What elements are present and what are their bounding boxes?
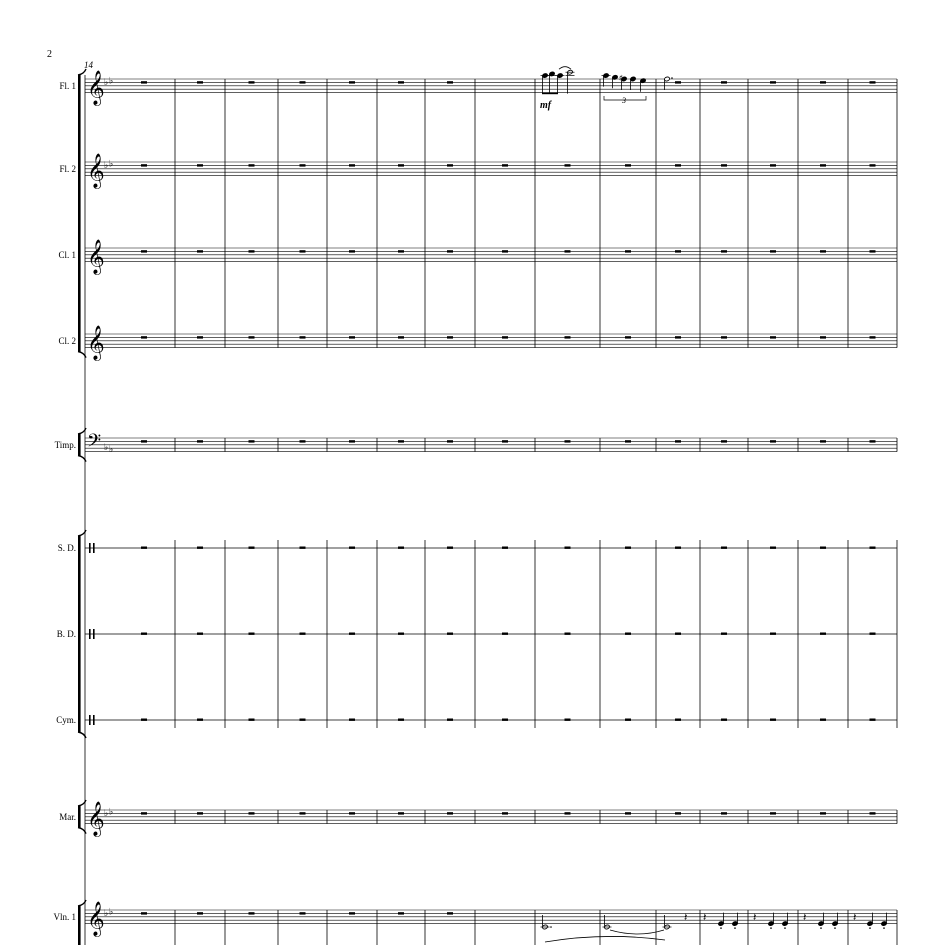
- whole-rest: [625, 440, 631, 442]
- quarter-rest-icon: 𝄽: [803, 912, 807, 924]
- whole-rest: [349, 250, 355, 252]
- whole-rest: [447, 812, 453, 814]
- instrument-label: Cl. 2: [58, 335, 76, 346]
- whole-rest: [502, 719, 508, 721]
- whole-rest: [197, 633, 203, 635]
- whole-rest: [141, 250, 147, 252]
- whole-rest: [398, 547, 404, 549]
- key-flat-icon: ♭: [109, 158, 114, 169]
- slur: [545, 936, 665, 942]
- whole-rest: [502, 336, 508, 338]
- beam: [542, 93, 558, 95]
- whole-rest: [398, 719, 404, 721]
- whole-rest: [675, 547, 681, 549]
- notation-layer: [141, 67, 887, 942]
- whole-rest: [502, 547, 508, 549]
- whole-rest: [447, 336, 453, 338]
- whole-rest: [565, 164, 571, 166]
- staccato-dot: [883, 927, 885, 929]
- whole-rest: [141, 164, 147, 166]
- instrument-label: Fl. 1: [59, 80, 76, 91]
- tuplet-number: 3: [622, 96, 626, 105]
- whole-rest: [249, 336, 255, 338]
- whole-rest: [565, 547, 571, 549]
- whole-rest: [349, 912, 355, 914]
- measure-number: 14: [84, 60, 93, 70]
- whole-rest: [447, 440, 453, 442]
- system-bracket: [78, 536, 81, 732]
- percussion-clef-bar: [89, 715, 91, 725]
- key-flat-icon: ♭: [109, 75, 114, 86]
- instrument-label: Mar.: [59, 811, 76, 822]
- whole-rest: [721, 81, 727, 83]
- quarter-rest-icon: 𝄽: [703, 912, 707, 924]
- key-flat-icon: ♭: [104, 442, 109, 452]
- whole-rest: [197, 912, 203, 914]
- whole-rest: [300, 719, 306, 721]
- whole-rest: [249, 812, 255, 814]
- dynamic-marking: mf: [540, 100, 552, 111]
- whole-rest: [721, 250, 727, 252]
- whole-rest: [141, 440, 147, 442]
- staff-cl1: [58, 240, 897, 276]
- quarter-rest-icon: 𝄽: [684, 912, 688, 924]
- whole-rest: [625, 164, 631, 166]
- percussion-clef-bar: [89, 543, 91, 553]
- whole-rest: [870, 440, 876, 442]
- whole-rest: [197, 250, 203, 252]
- whole-rest: [447, 633, 453, 635]
- whole-rest: [565, 812, 571, 814]
- whole-rest: [249, 164, 255, 166]
- whole-rest: [300, 812, 306, 814]
- whole-rest: [249, 912, 255, 914]
- instrument-label: S. D.: [57, 543, 76, 553]
- key-flat-icon: ♭: [109, 444, 114, 454]
- whole-rest: [300, 336, 306, 338]
- whole-rest: [870, 719, 876, 721]
- whole-rest: [870, 633, 876, 635]
- whole-rest: [625, 719, 631, 721]
- whole-rest: [197, 81, 203, 83]
- whole-rest: [141, 812, 147, 814]
- whole-rest: [141, 336, 147, 338]
- whole-rest: [565, 719, 571, 721]
- whole-rest: [398, 164, 404, 166]
- system-bracket: [78, 806, 81, 828]
- whole-rest: [197, 719, 203, 721]
- whole-rest: [447, 719, 453, 721]
- whole-rest: [565, 440, 571, 442]
- whole-rest: [300, 912, 306, 914]
- whole-rest: [675, 336, 681, 338]
- whole-rest: [447, 912, 453, 914]
- whole-rest: [820, 719, 826, 721]
- whole-rest: [675, 164, 681, 166]
- whole-rest: [770, 719, 776, 721]
- whole-rest: [141, 547, 147, 549]
- whole-rest: [502, 633, 508, 635]
- system-bracket: [78, 75, 81, 352]
- whole-rest: [141, 912, 147, 914]
- percussion-clef-bar: [93, 543, 95, 553]
- staff-fl2: [59, 154, 897, 190]
- whole-rest: [820, 250, 826, 252]
- whole-rest: [870, 81, 876, 83]
- quarter-rest-icon: 𝄽: [853, 912, 857, 924]
- whole-rest: [770, 633, 776, 635]
- whole-rest: [770, 812, 776, 814]
- whole-rest: [249, 719, 255, 721]
- whole-rest: [349, 440, 355, 442]
- whole-rest: [820, 81, 826, 83]
- whole-rest: [625, 547, 631, 549]
- whole-rest: [625, 250, 631, 252]
- whole-rest: [349, 719, 355, 721]
- key-flat-icon: ♭: [104, 908, 109, 918]
- staccato-dot: [869, 927, 871, 929]
- whole-rest: [625, 633, 631, 635]
- whole-rest: [447, 81, 453, 83]
- staccato-dot: [734, 927, 736, 929]
- percussion-clef-bar: [93, 715, 95, 725]
- treble-clef-icon: 𝄞: [87, 326, 105, 360]
- instrument-label: Fl. 2: [59, 163, 76, 174]
- whole-rest: [820, 547, 826, 549]
- staccato-dot: [770, 927, 772, 929]
- whole-rest: [249, 547, 255, 549]
- whole-rest: [625, 812, 631, 814]
- staccato-dot: [820, 927, 822, 929]
- key-flat-icon: ♭: [109, 906, 114, 917]
- whole-rest: [300, 633, 306, 635]
- dot: [550, 926, 552, 928]
- whole-rest: [300, 81, 306, 83]
- key-flat-icon: ♭: [104, 160, 109, 170]
- bracket-hook: [78, 69, 86, 75]
- whole-rest: [502, 812, 508, 814]
- instrument-label: Cl. 1: [58, 249, 76, 260]
- whole-rest: [197, 164, 203, 166]
- whole-rest: [565, 633, 571, 635]
- treble-clef-icon: 𝄞: [87, 902, 105, 936]
- staccato-dot: [784, 927, 786, 929]
- key-flat-icon: ♭: [104, 77, 109, 87]
- system-bracket: [78, 906, 81, 945]
- system-brackets: [78, 69, 86, 945]
- whole-rest: [870, 250, 876, 252]
- whole-rest: [502, 250, 508, 252]
- whole-rest: [820, 812, 826, 814]
- whole-rest: [349, 81, 355, 83]
- whole-rest: [197, 440, 203, 442]
- sharp-accidental: ♯: [619, 74, 623, 82]
- whole-rest: [197, 547, 203, 549]
- whole-rest: [141, 719, 147, 721]
- whole-rest: [502, 164, 508, 166]
- whole-rest: [565, 250, 571, 252]
- system-bracket: [78, 434, 81, 456]
- whole-rest: [721, 812, 727, 814]
- whole-rest: [398, 336, 404, 338]
- whole-rest: [249, 250, 255, 252]
- whole-rest: [870, 547, 876, 549]
- whole-rest: [870, 812, 876, 814]
- whole-rest: [721, 440, 727, 442]
- treble-clef-icon: 𝄞: [87, 802, 105, 836]
- whole-rest: [820, 440, 826, 442]
- staccato-dot: [720, 927, 722, 929]
- whole-rest: [870, 336, 876, 338]
- tie: [559, 67, 571, 70]
- whole-rest: [197, 812, 203, 814]
- whole-rest: [870, 164, 876, 166]
- whole-rest: [675, 81, 681, 83]
- whole-rest: [447, 547, 453, 549]
- whole-rest: [675, 719, 681, 721]
- whole-rest: [770, 81, 776, 83]
- whole-rest: [398, 912, 404, 914]
- whole-rest: [398, 812, 404, 814]
- whole-rest: [349, 336, 355, 338]
- treble-clef-icon: 𝄞: [87, 71, 105, 105]
- whole-rest: [398, 81, 404, 83]
- key-flat-icon: ♭: [109, 806, 114, 817]
- whole-rest: [770, 336, 776, 338]
- whole-rest: [675, 633, 681, 635]
- bass-clef-icon: 𝄢: [87, 430, 102, 455]
- whole-rest: [721, 719, 727, 721]
- instrument-label: Cym.: [56, 715, 76, 725]
- whole-rest: [398, 633, 404, 635]
- whole-rest: [197, 336, 203, 338]
- instrument-label: Vln. 1: [53, 911, 76, 922]
- page-number: 2: [47, 49, 52, 60]
- whole-rest: [770, 547, 776, 549]
- whole-rest: [300, 250, 306, 252]
- percussion-clef-bar: [93, 629, 95, 639]
- staff-cl2: [58, 326, 897, 362]
- whole-rest: [820, 336, 826, 338]
- staff-mar: [59, 802, 897, 838]
- percussion-clef-bar: [89, 629, 91, 639]
- whole-rest: [625, 336, 631, 338]
- instrument-label: B. D.: [56, 629, 76, 639]
- whole-rest: [675, 250, 681, 252]
- whole-rest: [249, 633, 255, 635]
- whole-rest: [349, 812, 355, 814]
- whole-rest: [447, 250, 453, 252]
- whole-rest: [349, 633, 355, 635]
- instrument-label: Timp.: [54, 439, 76, 450]
- staff-fl1: [59, 71, 897, 107]
- whole-rest: [721, 547, 727, 549]
- whole-rest: [565, 336, 571, 338]
- quarter-rest-icon: 𝄽: [753, 912, 757, 924]
- whole-rest: [770, 440, 776, 442]
- whole-rest: [398, 440, 404, 442]
- whole-rest: [721, 164, 727, 166]
- whole-rest: [447, 164, 453, 166]
- dot: [671, 77, 673, 79]
- whole-rest: [675, 812, 681, 814]
- treble-clef-icon: 𝄞: [87, 240, 105, 274]
- whole-rest: [820, 164, 826, 166]
- whole-rest: [502, 440, 508, 442]
- whole-rest: [141, 81, 147, 83]
- whole-rest: [721, 633, 727, 635]
- whole-rest: [249, 440, 255, 442]
- whole-rest: [249, 81, 255, 83]
- whole-rest: [349, 547, 355, 549]
- whole-rest: [675, 440, 681, 442]
- whole-rest: [300, 547, 306, 549]
- whole-rest: [300, 164, 306, 166]
- key-flat-icon: ♭: [104, 808, 109, 818]
- whole-rest: [770, 164, 776, 166]
- treble-clef-icon: 𝄞: [87, 154, 105, 188]
- whole-rest: [300, 440, 306, 442]
- whole-rest: [141, 633, 147, 635]
- whole-rest: [398, 250, 404, 252]
- whole-rest: [721, 336, 727, 338]
- staccato-dot: [834, 927, 836, 929]
- whole-rest: [770, 250, 776, 252]
- whole-rest: [349, 164, 355, 166]
- whole-rest: [820, 633, 826, 635]
